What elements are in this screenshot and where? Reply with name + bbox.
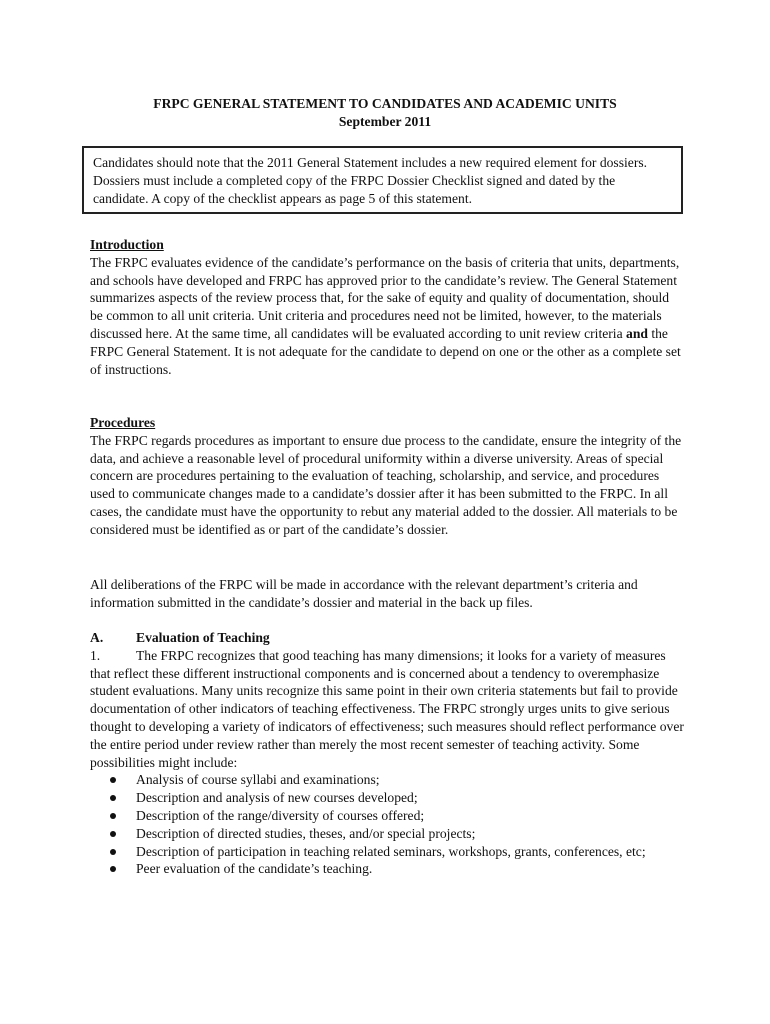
list-item-text: Description of the range/diversity of courses offered; [136, 807, 425, 823]
list-item-text: Description of participation in teaching related seminars, workshops, grants, conferences, etc; [136, 843, 646, 859]
list-item-text: Description of directed studies, theses, and/or special projects; [136, 825, 476, 841]
item-number: 1. [90, 647, 101, 663]
section-a-item-1 [90, 647, 685, 772]
list-item [90, 807, 685, 825]
bullet-icon [110, 866, 116, 872]
list-item [90, 843, 685, 861]
deliberations-paragraph: All deliberations of the FRPC will be made in accordance with the relevant department’s criteria and information submitted in the candidate’s dossier and material in the back up files. [90, 577, 638, 610]
list-item-text: Peer evaluation of the candidate’s teaching. [136, 861, 373, 877]
list-item [90, 860, 685, 878]
list-item-text: Analysis of course syllabi and examinations; [136, 772, 380, 788]
section-a-letter: A. [90, 630, 104, 645]
bullet-icon [110, 795, 116, 801]
introduction-heading: Introduction [90, 237, 164, 252]
procedures-heading: Procedures [90, 415, 156, 430]
bullet-icon [110, 831, 116, 837]
introduction-bold-word: and [626, 325, 648, 341]
section-a-heading [90, 629, 685, 647]
procedures-section [90, 414, 685, 539]
deliberations-section [90, 576, 685, 612]
section-a-title: Evaluation of Teaching [136, 630, 270, 645]
title-date: September 2011 [338, 114, 432, 129]
document-title [0, 95, 770, 131]
section-a [90, 629, 685, 878]
teaching-indicators-list [90, 771, 685, 878]
item-text: The FRPC recognizes that good teaching has many dimensions; it looks for a variety of measures that reflect these different instructional components and is concerned about a tendency to overemphasize student evaluations. Many units recognize this same point in their own criteria statements but fail to provide documentation of other indicators of teaching effectiveness. The FRPC strongly urges units to give serious thought to developing a variety of indicators of effectiveness; such measures should reflect performance over the entire period under review rather than merely the most recent semester of teaching activity. Some possibilities might include: [90, 647, 684, 770]
bullet-icon [110, 813, 116, 819]
title-line-1: FRPC GENERAL STATEMENT TO CANDIDATES AND ACADEMIC UNITS [153, 96, 617, 111]
introduction-section [90, 236, 685, 378]
procedures-paragraph: The FRPC regards procedures as important to ensure due process to the candidate, ensure the integrity of the data, and achieve a reasonable level of procedural uniformity within a diverse university. Areas of special concern are procedures pertaining to the evaluation of teaching, scholarship, and service, and procedures used to communicate changes made to a candidate’s dossier after it has been submitted to the FRPC. In all cases, the candidate must have the opportunity to rebut any material added to the dossier. All materials to be considered must be identified as or part of the candidate’s dossier. [90, 432, 682, 537]
introduction-text-b: the FRPC General Statement. It is not adequate for the candidate to depend on one or the other as a complete set of instructions. [90, 325, 681, 377]
notice-box: Candidates should note that the 2011 General Statement includes a new required element for dossiers. Dossiers must include a completed copy of the FRPC Dossier Checklist signed and dated by the candidate. A copy of the checklist appears as page 5 of this statement. [82, 146, 683, 214]
introduction-text-a: The FRPC evaluates evidence of the candidate’s performance on the basis of criteria that units, departments, and schools have developed and FRPC has approved prior to the candidate’s review. The General Statement summarizes aspects of the review process that, for the sake of equity and quality of documentation, should be common to all unit criteria. Unit criteria and procedures need not be limited, however, to the materials discussed here. At the same time, all candidates will be evaluated according to unit review criteria [90, 254, 680, 341]
list-item [90, 789, 685, 807]
list-item [90, 771, 685, 789]
bullet-icon [110, 849, 116, 855]
bullet-icon [110, 777, 116, 783]
introduction-paragraph [90, 254, 685, 379]
list-item [90, 825, 685, 843]
list-item-text: Description and analysis of new courses developed; [136, 790, 418, 806]
